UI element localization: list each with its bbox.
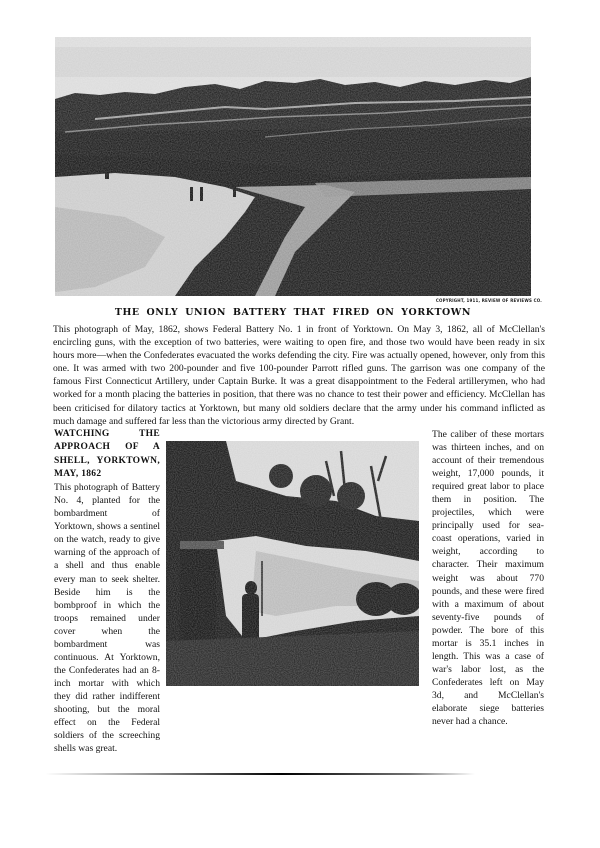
top-photo-caption-text: This photograph of May, 1862, shows Federal Battery No. 1 in front of Yorktown. On May 3, 1862, all of McClellan's encircling guns, with the exception of two batteries, were waiting to open fire, and those two would have been ready in six hours more—when the Confederates evacuated the works defending the city. Fire was actually opened, however, only from this one. It was armed with two 200-pounder and five 100-pounder Parrott rifled guns. The garrison was one company of the famous First Connecticut Artillery, under Captain Burke. It was a great disappointment to the Federal artillerymen, who had worked for a month placing the batteries in position, that there was no chance to test their power and efficiency. McClellan has been criticised for dilatory tactics at Yorktown, but many old soldiers declare that the army under his command inflicted as much damage and suffered far less than the victorious army directed by Grant. xyxy=(53,324,545,427)
right-column-body: The caliber of these mortars was thirteen inches, and on account of their tremendous weight, 17,000 pounds, it required great labor to place them in position. The projectiles, which were principally used for sea-coast operations, varied in weight, according to character. Their maximum weight was about 770 pounds, and these were fired with a maximum of about seventy-five pounds of powder. The bore of this mortar is 35.1 inches in length. This was a case of war's labor lost, as the Confederates left on May 3d, and McClellan's elaborate siege batteries never had a chance. xyxy=(432,429,544,728)
left-column-heading: WATCHING THE APPROACH OF A SHELL, YORKTOWN, MAY, 1862 xyxy=(54,429,160,479)
battery-earthworks-image xyxy=(55,37,531,296)
middle-photograph xyxy=(166,441,419,686)
right-text-column xyxy=(432,428,544,728)
bottom-divider-rule xyxy=(45,773,475,775)
left-text-column xyxy=(54,428,160,755)
left-column-body: This photograph of Battery No. 4, planted for the bombardment of Yorktown, shows a sentinel on the watch, ready to give warning of the approach of a shell and thus enable every man to seek shelter. Beside him is the bombproof in which the troops remained under cover when the bombardment was continuous. At Yorktown, the Confederates had an 8-inch mortar with which they did rather indifferent shooting, but the moral effect on the Federal soldiers of the screeching shells was great. xyxy=(54,482,160,755)
photo-copyright-credit: COPYRIGHT, 1911, REVIEW OF REVIEWS CO. xyxy=(435,298,542,303)
top-photograph xyxy=(55,37,531,296)
top-photo-caption-title: THE ONLY UNION BATTERY THAT FIRED ON YORKTOWN xyxy=(114,307,472,318)
sentinel-bombproof-image xyxy=(166,441,419,686)
